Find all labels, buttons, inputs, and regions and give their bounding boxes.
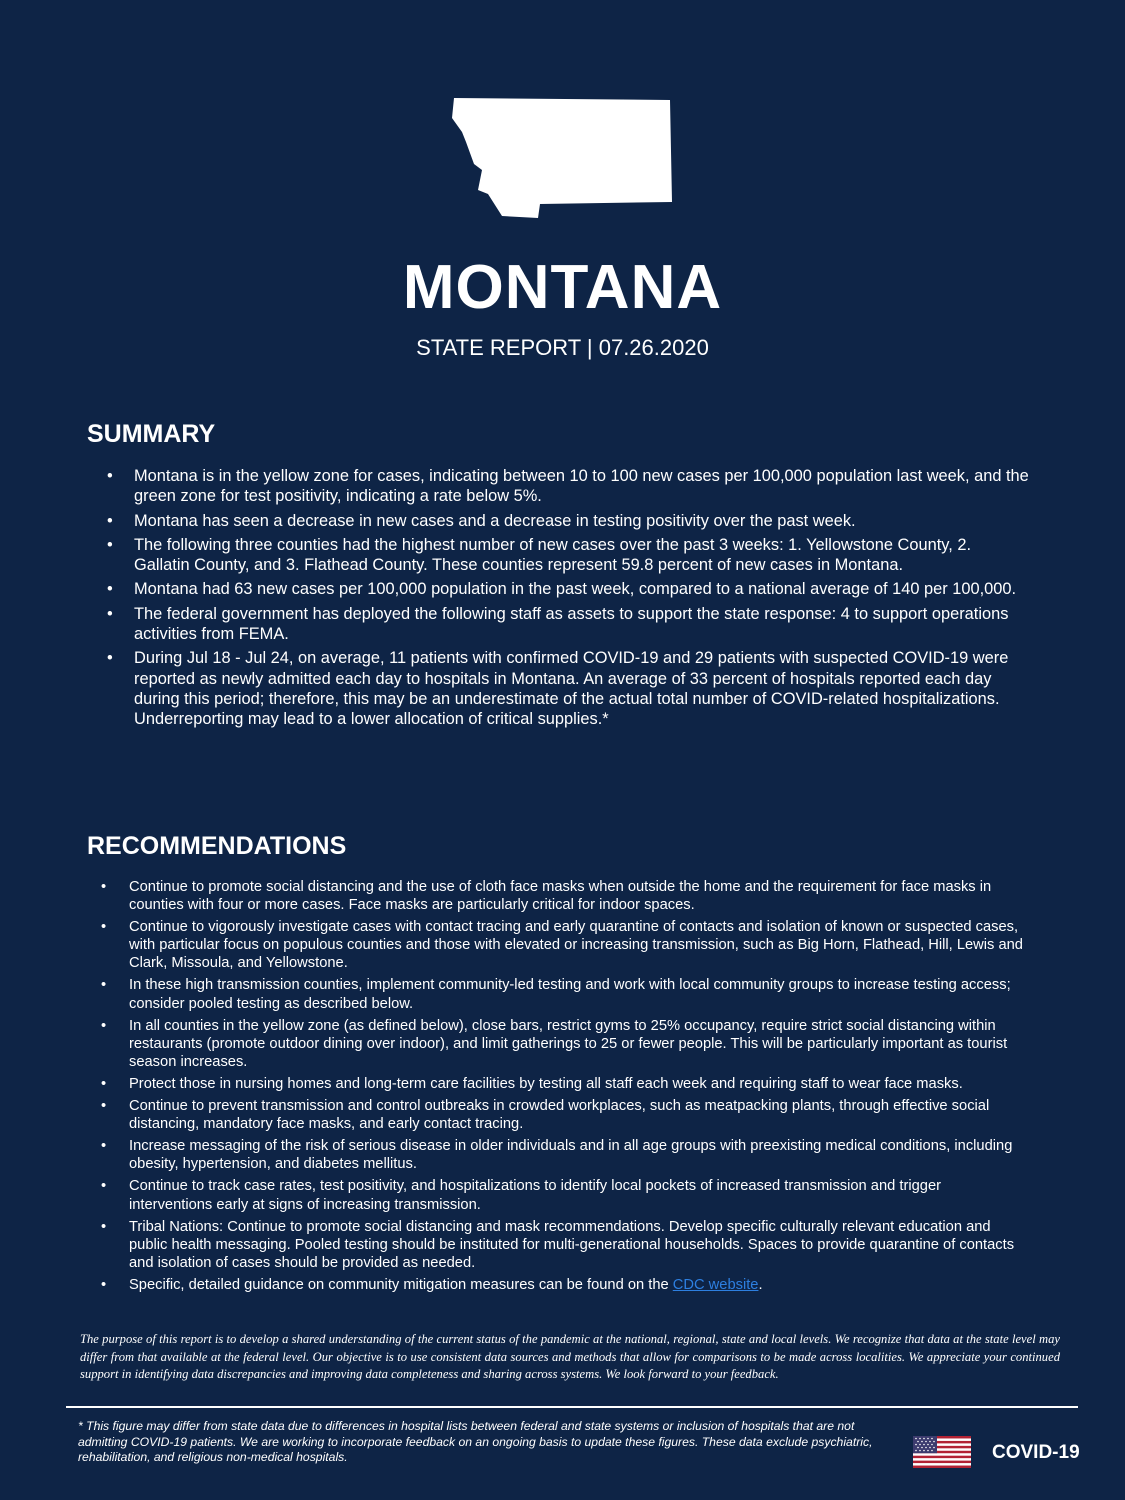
recommendation-item: • Continue to promote social distancing and the use of cloth face masks when outside the home and the requirement for face masks in counties with four or more cases. Face masks are particularly critical for indoor spaces. bbox=[129, 878, 1024, 914]
us-flag-icon bbox=[913, 1436, 971, 1468]
recommendation-item-cdc bbox=[129, 1276, 1024, 1294]
report-subtitle: STATE REPORT | 07.26.2020 bbox=[416, 335, 709, 360]
recommendation-item: • Continue to vigorously investigate cases with contact tracing and early quarantine of contacts and isolation of known or suspected cases, with particular focus on populous counties and those with elevated or increasing transmission, such as Big Horn, Flathead, Hill, Lewis and Clark, Missoula, and Yellowstone. bbox=[129, 918, 1024, 972]
recommendation-item: • In these high transmission counties, implement community-led testing and work with local community groups to increase testing access; consider pooled testing as described below. bbox=[129, 976, 1024, 1012]
summary-item: • During Jul 18 - Jul 24, on average, 11 patients with confirmed COVID-19 and 29 patients with suspected COVID-19 were reported as newly admitted each day to hospitals in Montana. An average of 33 percent of hospitals reported each day during this period; therefore, this may be an underestimate of the actual total number of COVID-related hospitalizations. Underreporting may lead to a lower allocation of critical supplies.* bbox=[134, 648, 1029, 729]
recommendation-item: • Continue to track case rates, test positivity, and hospitalizations to identify local pockets of increased transmission and trigger interventions early at signs of increasing transmission. bbox=[129, 1177, 1024, 1213]
recommendation-item: • In all counties in the yellow zone (as defined below), close bars, restrict gyms to 25% occupancy, require strict social distancing within restaurants (promote outdoor dining over indoor), and limit gatherings to 25 or fewer people. This will be particularly important as tourist season increases. bbox=[129, 1017, 1024, 1071]
montana-map-icon bbox=[440, 92, 685, 224]
report-purpose-statement: The purpose of this report is to develop a shared understanding of the current status of the pandemic at the national, regional, state and local levels. We recognize that data at the state level may differ from that available at the federal level. Our objective is to use consistent data sources and methods that allow for comparisons to be made across localities. We appreciate your continued support in identifying data discrepancies and improving data completeness and sharing across systems. We look forward to your feedback. bbox=[80, 1332, 1060, 1381]
hospital-footnote: * This figure may differ from state data due to differences in hospital lists between federal and state systems or inclusion of hospitals that are not admitting COVID-19 patients. We are working to incorporate feedback on an ongoing basis to update these figures. These data exclude psychiatric, rehabilitation, and religious non-medical hospitals. bbox=[78, 1419, 873, 1464]
recommendation-item: • Tribal Nations: Continue to promote social distancing and mask recommendations. Develop specific culturally relevant education and public health messaging. Pooled testing should be instituted for multi-generational households. Spaces to provide quarantine of contacts and isolation of cases should be provided as needed. bbox=[129, 1218, 1024, 1272]
summary-item: • The following three counties had the highest number of new cases over the past 3 weeks: 1. Yellowstone County, 2. Gallatin County, and 3. Flathead County. These counties represent 59.8 percent of new cases in Montana. bbox=[134, 535, 1029, 576]
summary-heading: SUMMARY bbox=[87, 420, 216, 448]
page-title: MONTANA bbox=[402, 253, 723, 322]
footer-divider bbox=[66, 1406, 1078, 1408]
cdc-guidance-period: . bbox=[758, 1276, 763, 1293]
cdc-guidance-text: Specific, detailed guidance on community mitigation measures can be found on the bbox=[129, 1276, 673, 1293]
recommendation-item: • Protect those in nursing homes and long-term care facilities by testing all staff each week and requiring staff to wear face masks. bbox=[129, 1075, 1024, 1093]
recommendation-item: • Increase messaging of the risk of serious disease in older individuals and in all age groups with preexisting medical conditions, including obesity, hypertension, and diabetes mellitus. bbox=[129, 1137, 1024, 1173]
recommendation-item: • Continue to prevent transmission and control outbreaks in crowded workplaces, such as meatpacking plants, through effective social distancing, mandatory face masks, and early contact tracing. bbox=[129, 1097, 1024, 1133]
recommendations-heading: RECOMMENDATIONS bbox=[87, 832, 347, 860]
covid-19-label: COVID-19 bbox=[992, 1442, 1080, 1463]
summary-item: • Montana had 63 new cases per 100,000 population in the past week, compared to a national average of 140 per 100,000. bbox=[134, 579, 1029, 599]
cdc-website-link[interactable]: CDC website bbox=[672, 1276, 759, 1293]
summary-item: • The federal government has deployed the following staff as assets to support the state response: 4 to support operations activities from FEMA. bbox=[134, 604, 1029, 645]
summary-item: • Montana has seen a decrease in new cases and a decrease in testing positivity over the past week. bbox=[134, 511, 1029, 531]
summary-list bbox=[134, 466, 1029, 734]
recommendations-list bbox=[129, 878, 1024, 1298]
summary-item: • Montana is in the yellow zone for cases, indicating between 10 to 100 new cases per 100,000 population last week, and the green zone for test positivity, indicating a rate below 5%. bbox=[134, 466, 1029, 507]
